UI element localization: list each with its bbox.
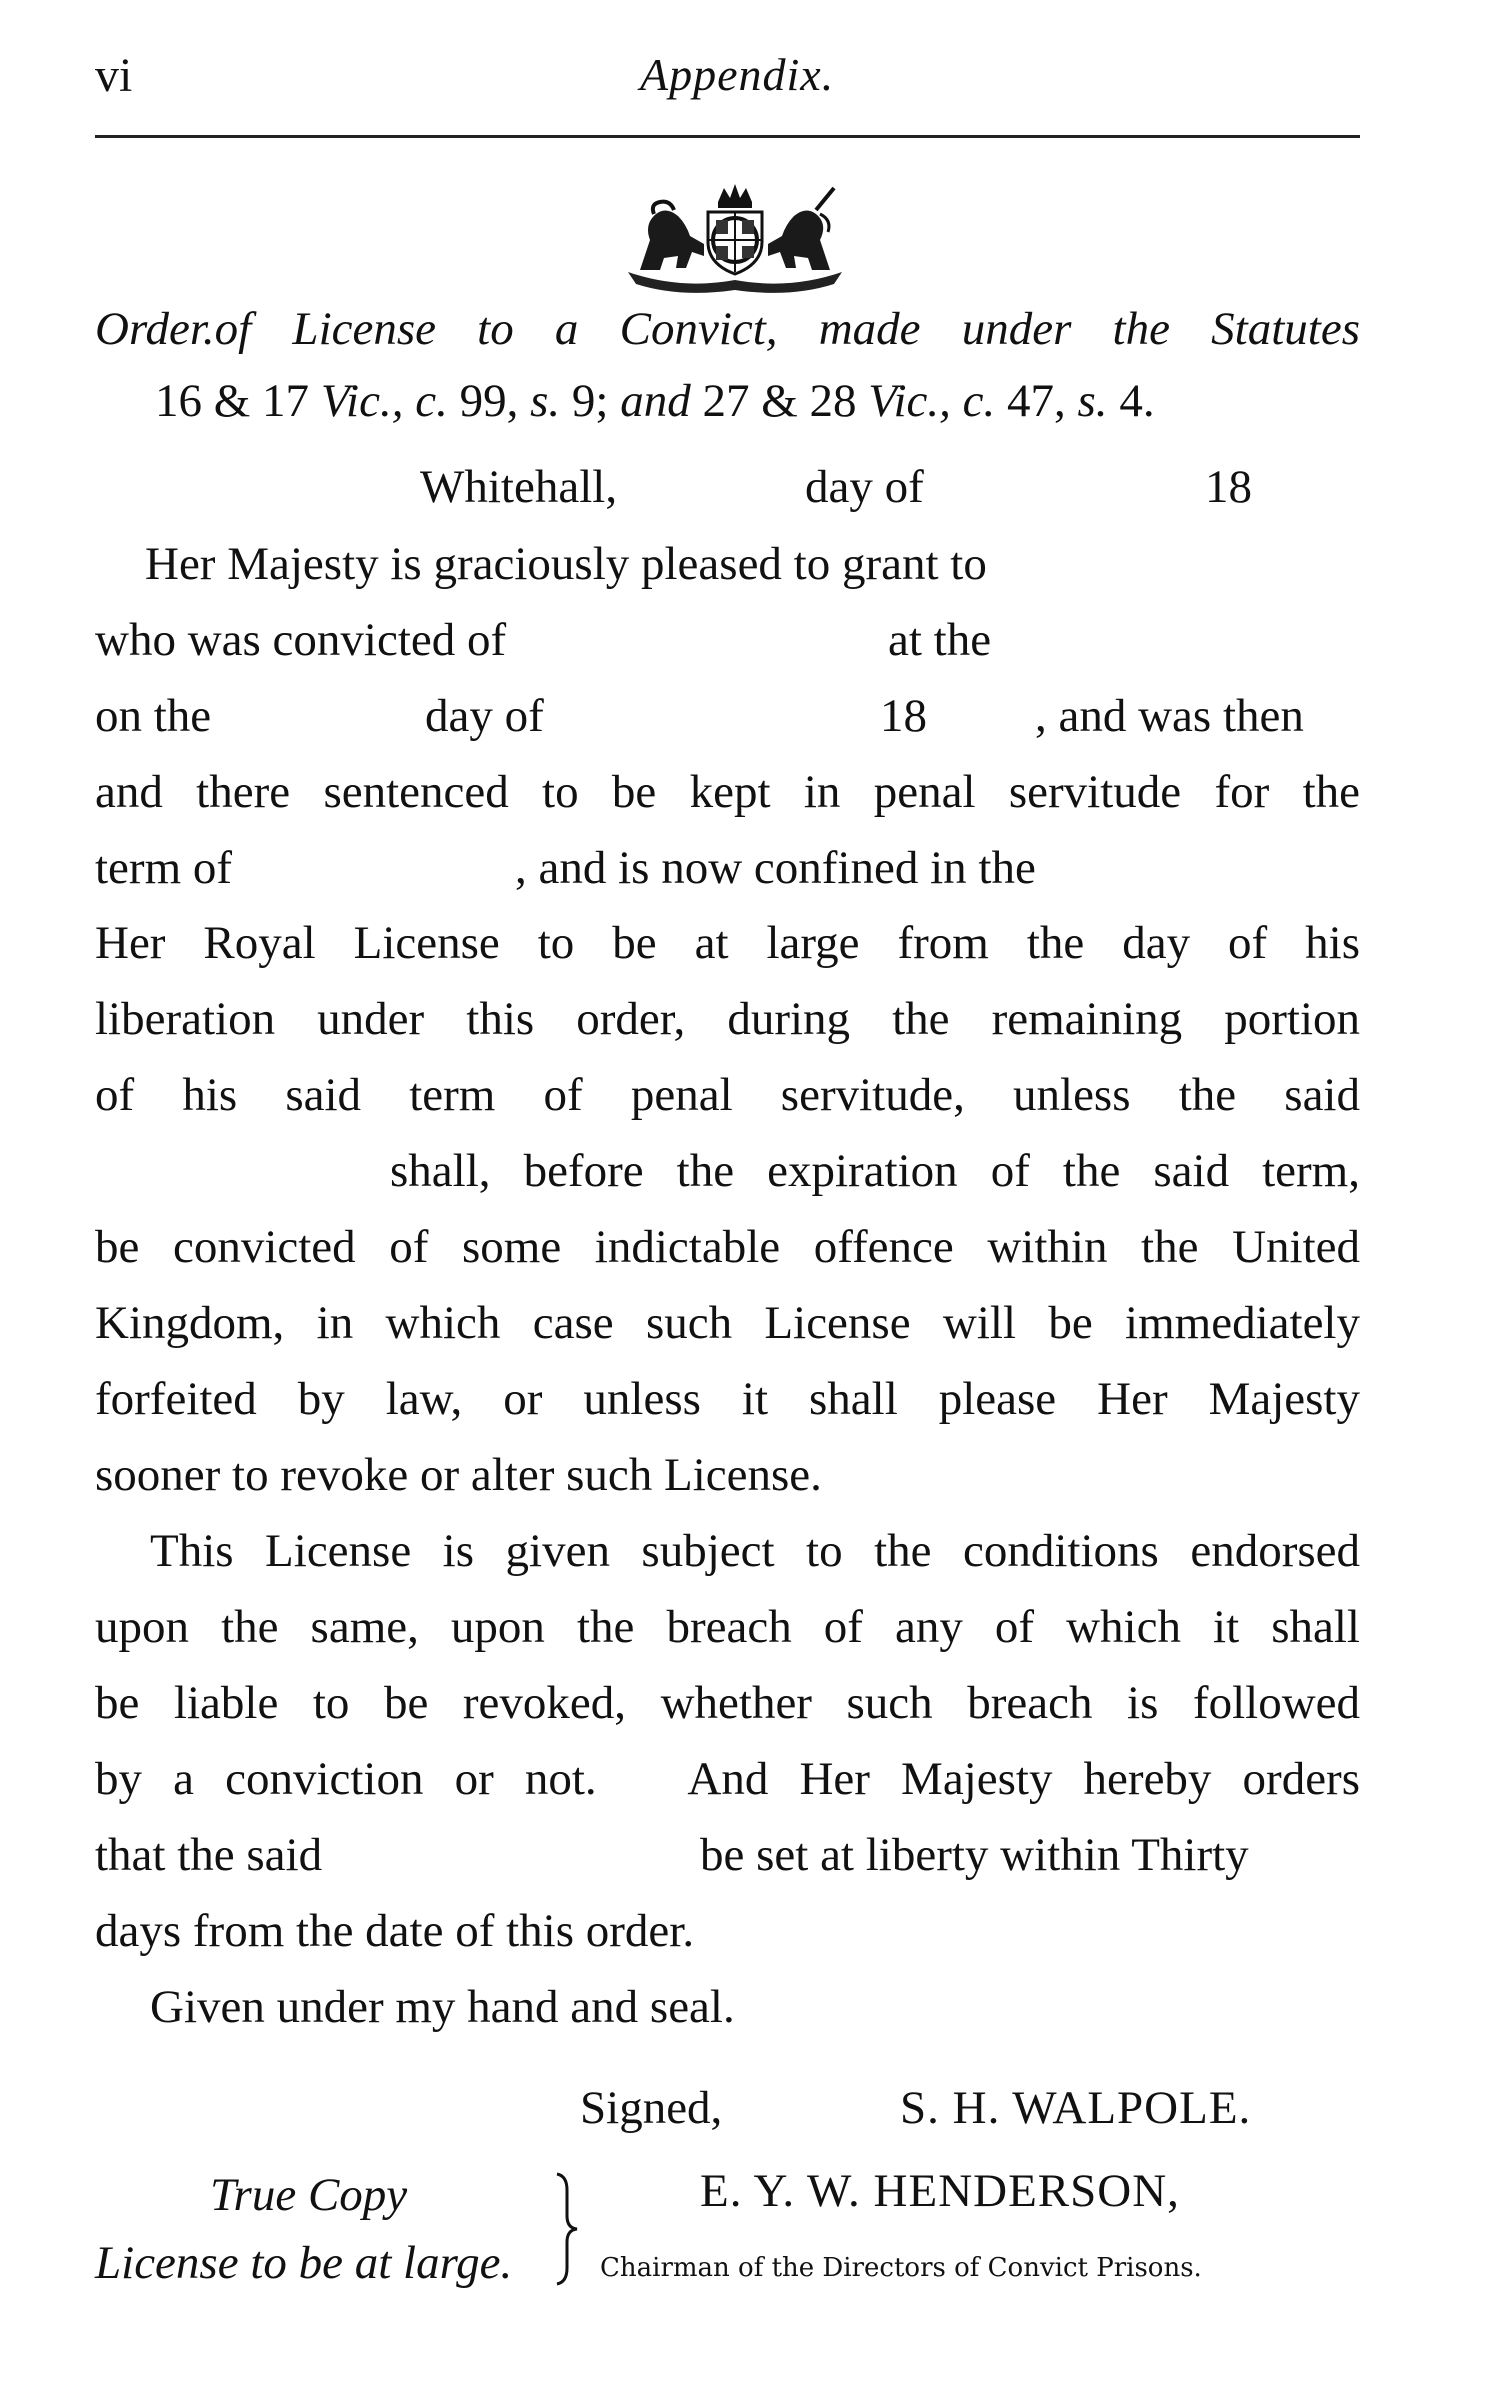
statute-chapter-2: 47,: [1007, 375, 1066, 427]
body-line-10: [95, 1221, 1360, 1273]
signer-name: S. H. WALPOLE.: [900, 2082, 1252, 2134]
statute-s-1: s.: [530, 375, 561, 427]
true-copy-label: True Copy: [210, 2169, 408, 2221]
body-line-15-text: upon the same, upon the breach of any of which it shall: [95, 1601, 1360, 1653]
statute-s-2: s.: [1077, 375, 1108, 427]
body-line-9-text: shall, before the expiration of the said term,: [390, 1145, 1360, 1197]
statute-chapter-1: 99,: [459, 375, 519, 427]
body-line-12-text: forfeited by law, or unless it shall please Her Majesty: [95, 1373, 1360, 1425]
body-line-3a: on the: [95, 690, 212, 742]
body-line-9: [390, 1145, 1360, 1197]
royal-coat-of-arms-icon: [620, 180, 850, 295]
right-brace-icon: [553, 2170, 583, 2288]
dateline-year: 18: [1205, 461, 1252, 513]
header-rule: [95, 135, 1360, 138]
dateline-place: Whitehall,: [420, 461, 618, 513]
body-line-19: days from the date of this order.: [95, 1905, 695, 1957]
body-line-17: [95, 1753, 1360, 1805]
body-line-13: sooner to revoke or alter such License.: [95, 1449, 822, 1501]
statute-vic-1: Vic., c.: [320, 375, 448, 427]
statute-ref-2: 27 & 28: [702, 375, 857, 427]
body-line-16-text: be liable to be revoked, whether such breach is followed: [95, 1677, 1360, 1729]
body-line-20: Given under my hand and seal.: [150, 1981, 735, 2033]
body-line-3c: 18: [880, 690, 927, 742]
body-line-4: [95, 766, 1360, 818]
statute-and: and: [620, 375, 691, 427]
chairman-title: Chairman of the Directors of Convict Prisons.: [600, 2253, 1202, 2283]
body-line-2b: at the: [888, 614, 992, 666]
body-line-8-text: of his said term of penal servitude, unless the said: [95, 1069, 1360, 1121]
body-line-6: [95, 917, 1360, 969]
body-line-3b: day of: [425, 690, 544, 742]
body-line-16: [95, 1677, 1360, 1729]
body-line-14-text: This License is given subject to the conditions endorsed: [150, 1525, 1360, 1577]
body-line-18a: that the said: [95, 1829, 323, 1881]
chairman-name: E. Y. W. HENDERSON,: [700, 2165, 1180, 2217]
license-at-large-label: License to be at large.: [95, 2237, 513, 2289]
body-line-11-text: Kingdom, in which case such License will be immediately: [95, 1297, 1360, 1349]
body-line-2a: who was convicted of: [95, 614, 507, 666]
body-line-3d: , and was then: [1035, 690, 1304, 742]
title-line-2: [155, 375, 1155, 427]
statute-section-1: 9;: [571, 375, 609, 427]
title-text: Order.of License to a Convict, made under the Statutes: [95, 303, 1360, 355]
body-line-7: [95, 993, 1360, 1045]
body-line-7-text: liberation under this order, during the remaining portion: [95, 993, 1360, 1045]
statute-section-2: 4.: [1119, 375, 1155, 427]
body-line-14: [150, 1525, 1360, 1577]
body-line-12: [95, 1373, 1360, 1425]
body-line-17-text: by a conviction or not. And Her Majesty hereby orders: [95, 1753, 1360, 1805]
body-line-18b: be set at liberty within Thirty: [700, 1829, 1249, 1881]
body-line-6-text: Her Royal License to be at large from the day of his: [95, 917, 1360, 969]
body-line-15: [95, 1601, 1360, 1653]
signed-label: Signed,: [580, 2082, 723, 2134]
page-number: vi: [95, 49, 133, 102]
body-line-1: Her Majesty is graciously pleased to grant to: [145, 538, 987, 590]
body-line-10-text: be convicted of some indictable offence within the United: [95, 1221, 1360, 1273]
body-line-4-text: and there sentenced to be kept in penal servitude for the: [95, 766, 1360, 818]
statute-ref-1: 16 & 17: [155, 375, 310, 427]
dateline-day-of: day of: [805, 461, 924, 513]
body-line-11: [95, 1297, 1360, 1349]
body-line-5a: term of: [95, 842, 233, 894]
body-line-5b: , and is now confined in the: [515, 842, 1036, 894]
title-line-1: [95, 303, 1360, 355]
statute-vic-2: Vic., c.: [868, 375, 996, 427]
body-line-8: [95, 1069, 1360, 1121]
running-title: Appendix.: [640, 49, 835, 100]
